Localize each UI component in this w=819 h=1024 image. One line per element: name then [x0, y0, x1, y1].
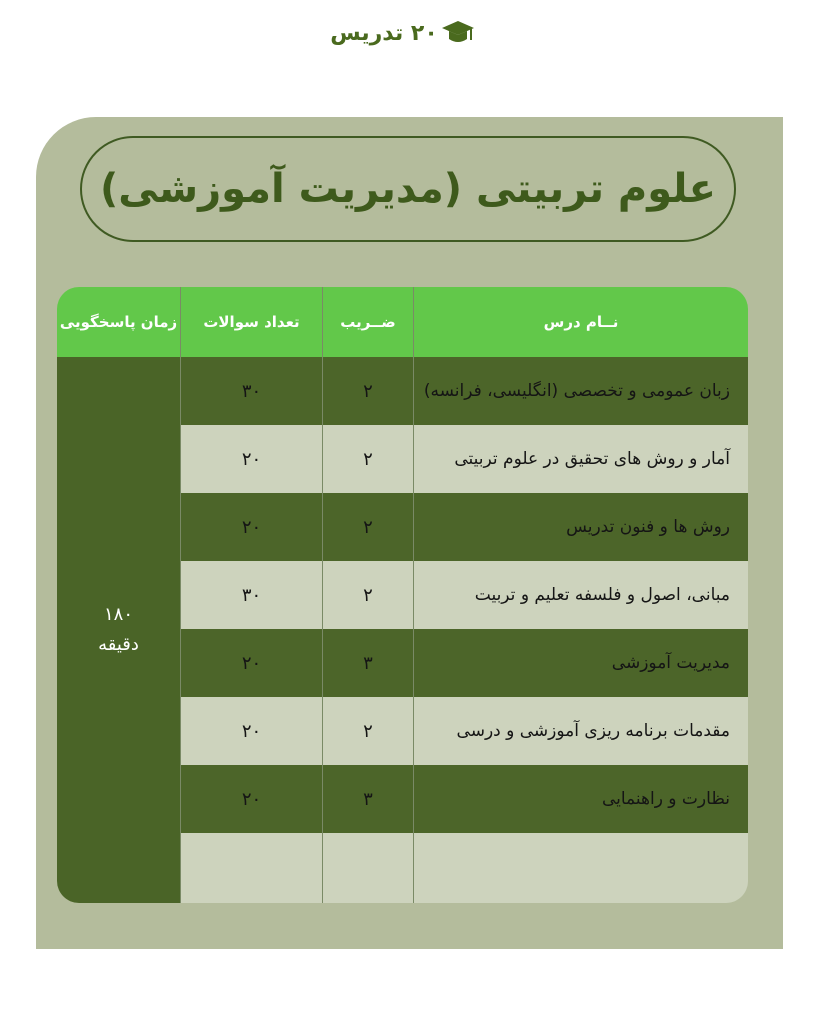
question-count-cell: ۲۰	[241, 652, 262, 674]
question-count-cell: ۳۰	[241, 584, 262, 606]
course-name-cell: مقدمات برنامه ریزی آموزشی و درسی	[456, 721, 730, 741]
column-divider	[413, 287, 414, 903]
course-name-cell: نظارت و راهنمایی	[601, 789, 730, 809]
header-question-count: تعداد سوالات	[181, 287, 322, 357]
table-row	[181, 561, 748, 629]
course-name-cell: روش ها و فنون تدریس	[566, 517, 730, 537]
course-name-cell: مبانی، اصول و فلسفه تعلیم و تربیت	[474, 585, 730, 605]
brand-name: ۲۰ تدریس	[330, 20, 438, 46]
course-name-cell: مدیریت آموزشی	[611, 653, 730, 673]
coefficient-cell: ۲	[363, 584, 373, 606]
question-count-cell: ۲۰	[241, 448, 262, 470]
coefficient-cell: ۲	[363, 720, 373, 742]
response-time-unit: دقیقه	[98, 634, 139, 655]
table-row	[181, 357, 748, 425]
header-coefficient: ضــریب	[323, 287, 413, 357]
header-course-name: نــام درس	[414, 287, 748, 357]
response-time-value: ۱۸۰	[104, 604, 134, 625]
course-name-cell: زبان عمومی و تخصصی (انگلیسی، فرانسه)	[423, 381, 730, 401]
coefficient-cell: ۳	[363, 652, 373, 674]
title-box	[80, 136, 736, 242]
page-title: علوم تربیتی (مدیریت آموزشی)	[100, 166, 716, 212]
response-time-cell	[57, 357, 180, 903]
question-count-cell: ۲۰	[241, 516, 262, 538]
courses-table	[57, 287, 748, 903]
column-divider	[180, 287, 181, 903]
header-response-time: زمان پاسخگویی	[57, 287, 180, 357]
coefficient-cell: ۳	[363, 788, 373, 810]
table-row	[181, 697, 748, 765]
graduation-cap-icon	[440, 18, 476, 48]
empty-row	[181, 833, 748, 903]
table-row	[181, 629, 748, 697]
column-divider	[322, 287, 323, 903]
course-name-cell: آمار و روش های تحقیق در علوم تربیتی	[454, 449, 730, 469]
question-count-cell: ۲۰	[241, 720, 262, 742]
table-row	[181, 493, 748, 561]
coefficient-cell: ۲	[363, 448, 373, 470]
brand-logo[interactable]	[328, 12, 478, 54]
coefficient-cell: ۲	[363, 516, 373, 538]
table-row	[181, 425, 748, 493]
coefficient-cell: ۲	[363, 380, 373, 402]
table-row	[181, 765, 748, 833]
question-count-cell: ۲۰	[241, 788, 262, 810]
question-count-cell: ۳۰	[241, 380, 262, 402]
